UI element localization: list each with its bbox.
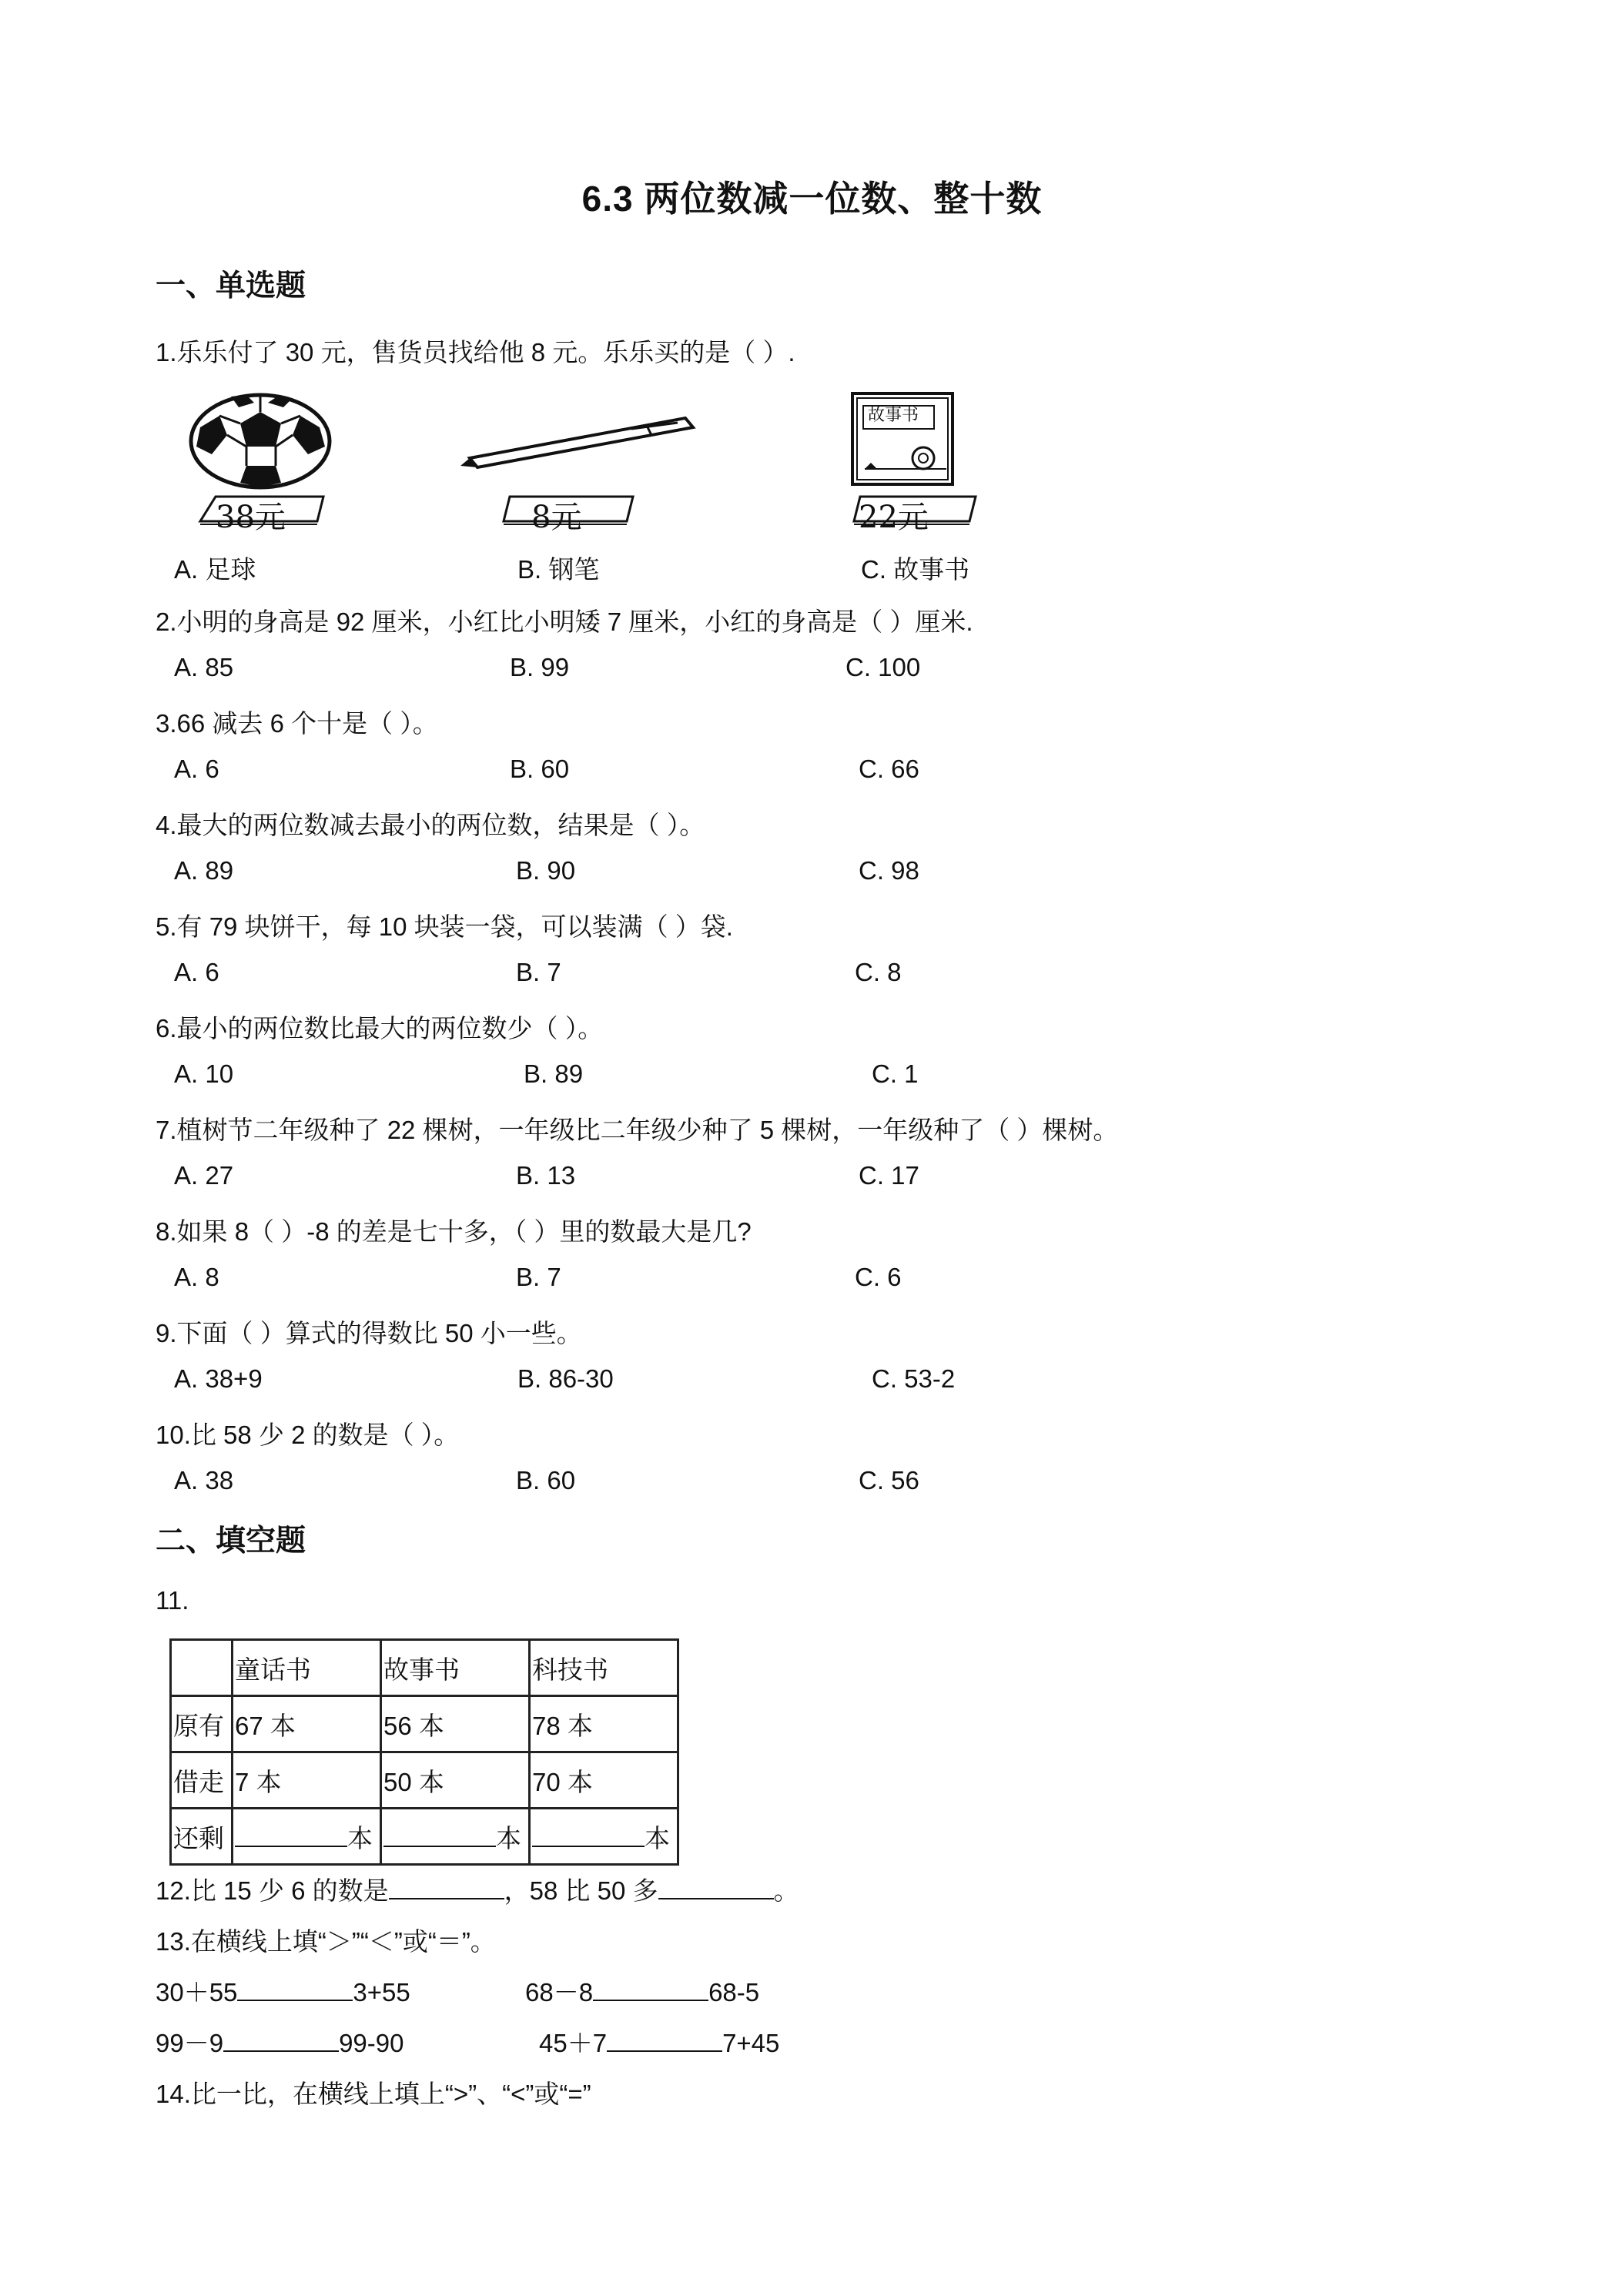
unit-label: 本 [496,1823,521,1853]
q13-row-1-right [525,1973,759,2009]
question-3: 3.66 减去 6 个十是（ ）。 [156,709,438,738]
answer-blank[interactable] [532,1824,645,1847]
q4-option-c[interactable]: C. 98 [859,856,919,885]
table-cell: 50 本 [381,1752,530,1809]
table-cell: 56 本 [381,1696,530,1752]
table-row [171,1752,678,1809]
storybook-cover-text: 故事书 [868,406,919,425]
expression-right: 99-90 [339,2029,404,2057]
q13-row-2-left [156,2023,403,2060]
q1-option-b[interactable]: B. 钢笔 [517,555,600,584]
q10-option-a[interactable]: A. 38 [174,1466,234,1494]
table-row [171,1640,678,1696]
answer-blank[interactable] [607,2029,722,2052]
expression-right: 68-5 [708,1978,760,2006]
q13-row-2-right [539,2023,779,2060]
q3-option-c[interactable]: C. 66 [859,755,919,783]
q13-row-1-left [156,1973,410,2009]
q8-option-b[interactable]: B. 7 [516,1263,561,1291]
q8-option-c[interactable]: C. 6 [855,1263,902,1291]
answer-cell[interactable] [530,1809,678,1865]
table-row [171,1696,678,1752]
q9-option-c[interactable]: C. 53-2 [872,1364,956,1393]
q12-text-3: 。 [773,1876,799,1905]
question-4: 4.最大的两位数减去最小的两位数，结果是（ ）。 [156,811,705,839]
q6-option-b[interactable]: B. 89 [524,1059,584,1088]
row-label-borrowed: 借走 [171,1752,233,1809]
q4-option-b[interactable]: B. 90 [516,856,576,885]
question-10: 10.比 58 少 2 的数是（ ）。 [156,1421,460,1449]
question-11-label: 11. [156,1586,189,1615]
table-row [171,1809,678,1865]
page-title: 6.3 两位数减一位数、整十数 [581,179,1043,219]
q7-option-a[interactable]: A. 27 [174,1161,234,1190]
row-label-original: 原有 [171,1696,233,1752]
expression-right: 7+45 [722,2029,780,2057]
answer-cell[interactable] [381,1809,530,1865]
expression-left: 68－8 [525,1978,594,2006]
q7-option-b[interactable]: B. 13 [516,1161,576,1190]
question-12 [156,1871,799,1907]
answer-blank[interactable] [383,1824,496,1847]
q12-text-1: 12.比 15 少 6 的数是 [156,1876,389,1905]
q7-option-c[interactable]: C. 17 [859,1161,919,1190]
q4-option-a[interactable]: A. 89 [174,856,234,885]
q10-option-b[interactable]: B. 60 [516,1466,576,1494]
question-7: 7.植树节二年级种了 22 棵树，一年级比二年级少种了 5 棵树，一年级种了（ ）棵树。 [156,1116,1119,1144]
section-heading-single-choice: 一、单选题 [156,269,306,303]
question-8: 8.如果 8（ ）-8 的差是七十多，（ ）里的数最大是几? [156,1217,752,1246]
pen-price-tag: 8元 [531,500,582,535]
table-cell: 70 本 [530,1752,678,1809]
question-13: 13.在横线上填“＞”“＜”或“＝”。 [156,1927,496,1956]
expression-left: 45＋7 [539,2029,608,2057]
table-header-story: 故事书 [381,1640,530,1696]
ball-price-tag: 38元 [216,500,286,535]
q12-text-2: ，58 比 50 多 [504,1876,658,1905]
q6-option-c[interactable]: C. 1 [872,1059,919,1088]
table-header-fairy-tale: 童话书 [233,1640,381,1696]
q6-option-a[interactable]: A. 10 [174,1059,234,1088]
question-1: 1.乐乐付了 30 元，售货员找给他 8 元。乐乐买的是（ ）. [156,338,795,366]
q5-option-a[interactable]: A. 6 [174,958,219,986]
q1-option-a[interactable]: A. 足球 [174,555,256,584]
q9-option-b[interactable]: B. 86-30 [517,1364,614,1393]
answer-blank[interactable] [658,1876,774,1899]
q3-option-b[interactable]: B. 60 [510,755,570,783]
table-header-science: 科技书 [530,1640,678,1696]
q2-option-a[interactable]: A. 85 [174,653,234,681]
q8-option-a[interactable]: A. 8 [174,1263,219,1291]
q2-option-b[interactable]: B. 99 [510,653,570,681]
answer-blank[interactable] [235,1824,347,1847]
answer-blank[interactable] [593,1978,708,2001]
book-price-tag: 22元 [859,500,929,535]
answer-blank[interactable] [389,1876,504,1899]
q1-option-c[interactable]: C. 故事书 [861,555,970,584]
q5-option-c[interactable]: C. 8 [855,958,902,986]
expression-left: 30＋55 [156,1978,238,2006]
q2-option-c[interactable]: C. 100 [845,653,921,681]
expression-right: 3+55 [353,1978,410,2006]
row-label-remaining: 还剩 [171,1809,233,1865]
question-9: 9.下面（ ）算式的得数比 50 小一些。 [156,1319,582,1347]
q9-option-a[interactable]: A. 38+9 [174,1364,263,1393]
table-cell: 78 本 [530,1696,678,1752]
table-cell: 67 本 [233,1696,381,1752]
books-table [169,1638,679,1866]
answer-blank[interactable] [237,1978,353,2001]
section-heading-fill-blank: 二、填空题 [156,1525,306,1558]
answer-blank[interactable] [223,2029,339,2052]
q3-option-a[interactable]: A. 6 [174,755,219,783]
question-5: 5.有 79 块饼干，每 10 块装一袋，可以装满（ ）袋. [156,912,733,941]
q10-option-c[interactable]: C. 56 [859,1466,919,1494]
unit-label: 本 [645,1823,670,1853]
table-cell: 7 本 [233,1752,381,1809]
answer-cell[interactable] [233,1809,381,1865]
table-corner-cell [171,1640,233,1696]
unit-label: 本 [347,1823,373,1853]
q5-option-b[interactable]: B. 7 [516,958,561,986]
question-2: 2.小明的身高是 92 厘米，小红比小明矮 7 厘米，小红的身高是（ ）厘米. [156,607,973,636]
question-14: 14.比一比，在横线上填上“>”、“<”或“=” [156,2080,591,2108]
expression-left: 99－9 [156,2029,224,2057]
question-6: 6.最小的两位数比最大的两位数少（ ）。 [156,1014,604,1043]
